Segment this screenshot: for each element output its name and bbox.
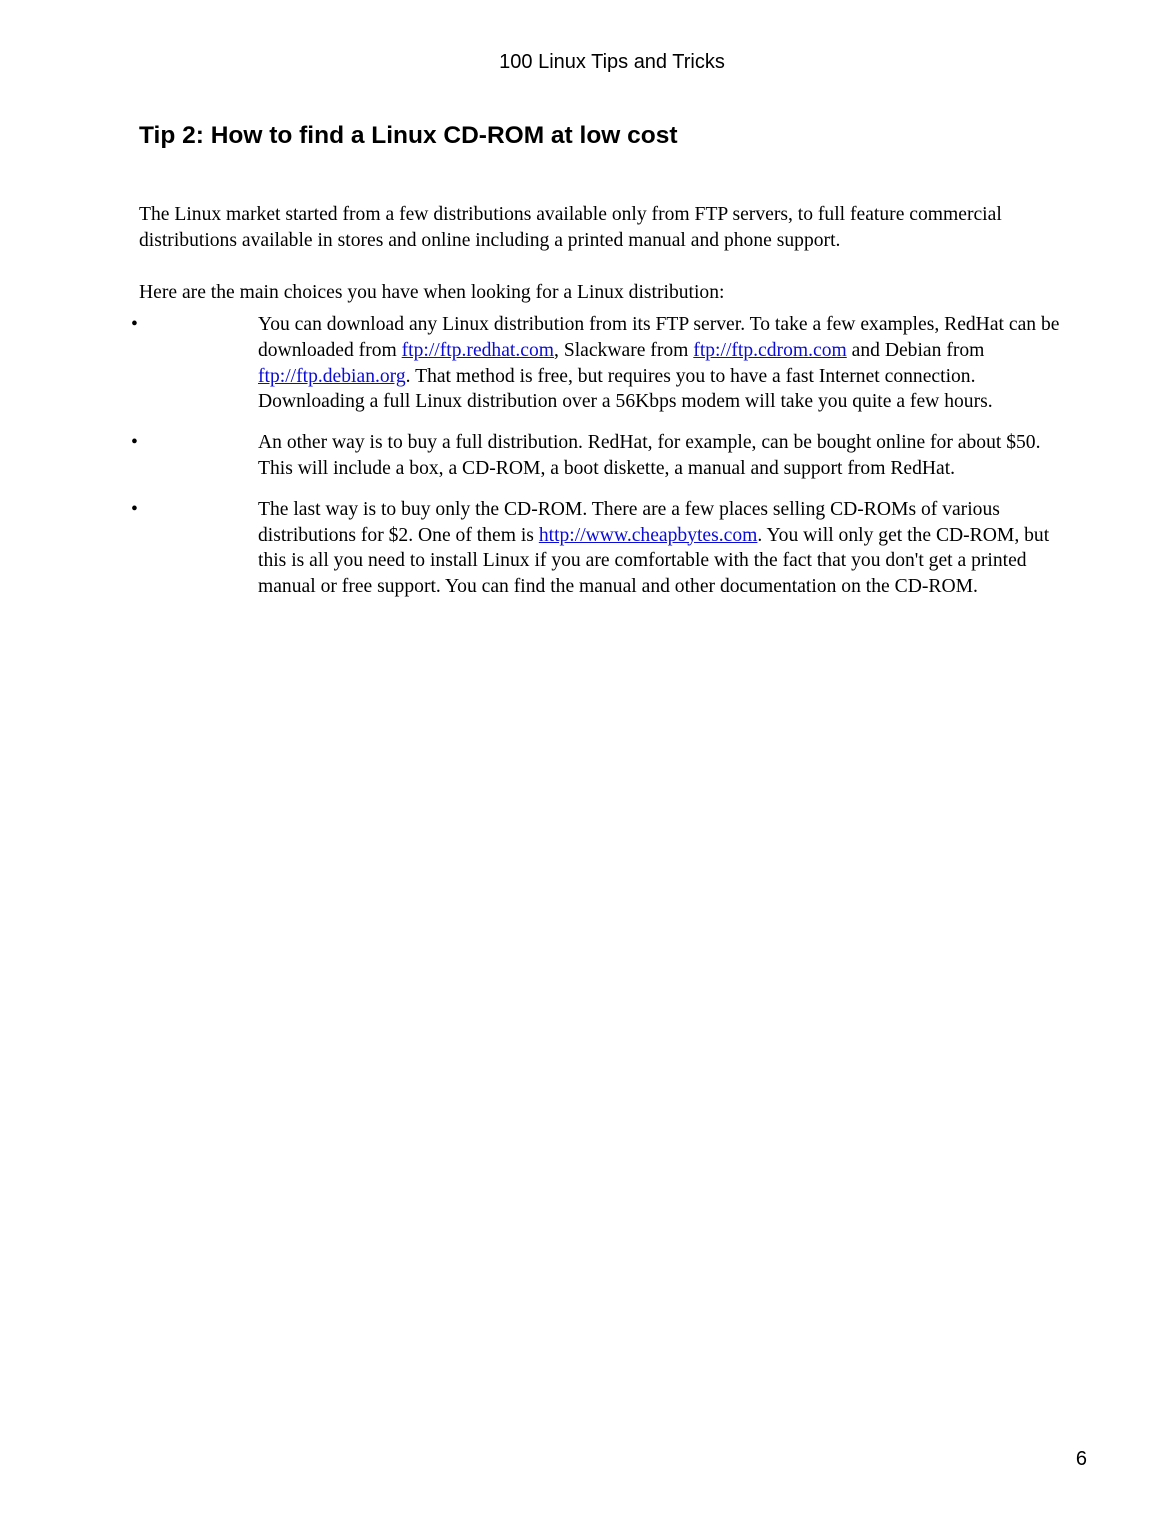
list-item-text: An other way is to buy a full distribution. RedHat, for example, can be bought online for about $50. This will include a box, a CD-ROM, a boot diskette, a manual and support from RedHat. <box>258 432 1041 479</box>
list-item-text <box>258 497 1070 600</box>
list-item-full-distribution <box>0 430 1154 482</box>
page-number: 6 <box>1075 1448 1087 1470</box>
text-segment: and Debian from <box>846 339 985 361</box>
slackware-ftp-link[interactable]: ftp://ftp.cdrom.com <box>693 339 847 361</box>
list-item-text <box>258 312 1070 415</box>
running-header: 100 Linux Tips and Tricks <box>499 51 725 73</box>
bullet-icon: • <box>131 314 138 335</box>
distribution-choices-list <box>0 312 1154 600</box>
redhat-ftp-link[interactable]: ftp://ftp.redhat.com <box>401 339 555 361</box>
cheapbytes-link[interactable]: http://www.cheapbytes.com <box>538 524 758 546</box>
text-segment: You can download any Linux distribution from its FTP server. To take a few examples, RedHat can be downloaded from <box>258 314 1060 361</box>
intro-paragraph: The Linux market started from a few distributions available only from FTP servers, to full feature commercial distributions available in stores and online including a printed manual and phone support. <box>139 204 1002 251</box>
list-item-cd-only <box>0 497 1154 600</box>
bullet-icon: • <box>131 498 138 520</box>
bullet-icon: • <box>131 432 138 454</box>
text-segment: . You will only get the CD-ROM, but this is all you need to install Linux if you are comfortable with the fact that you don't get a printed manual or free support. You can find the manual and other documentation on the CD-ROM. <box>258 524 1050 598</box>
text-segment: . That method is free, but requires you to have a fast Internet connection. Downloading a full Linux distribution over a 56Kbps modem will take you quite a few hours. <box>258 365 993 413</box>
tip-title: Tip 2: How to find a Linux CD-ROM at low cost <box>139 122 678 149</box>
debian-ftp-link[interactable]: ftp://ftp.debian.org <box>258 365 406 387</box>
list-item-ftp-download <box>0 312 1154 415</box>
text-segment: The last way is to buy only the CD-ROM. There are a few places selling CD-ROMs of various distributions for $2. One of them is <box>258 498 1000 546</box>
lead-in-paragraph: Here are the main choices you have when looking for a Linux distribution: <box>139 282 725 303</box>
text-segment: , Slackware from <box>554 339 694 361</box>
